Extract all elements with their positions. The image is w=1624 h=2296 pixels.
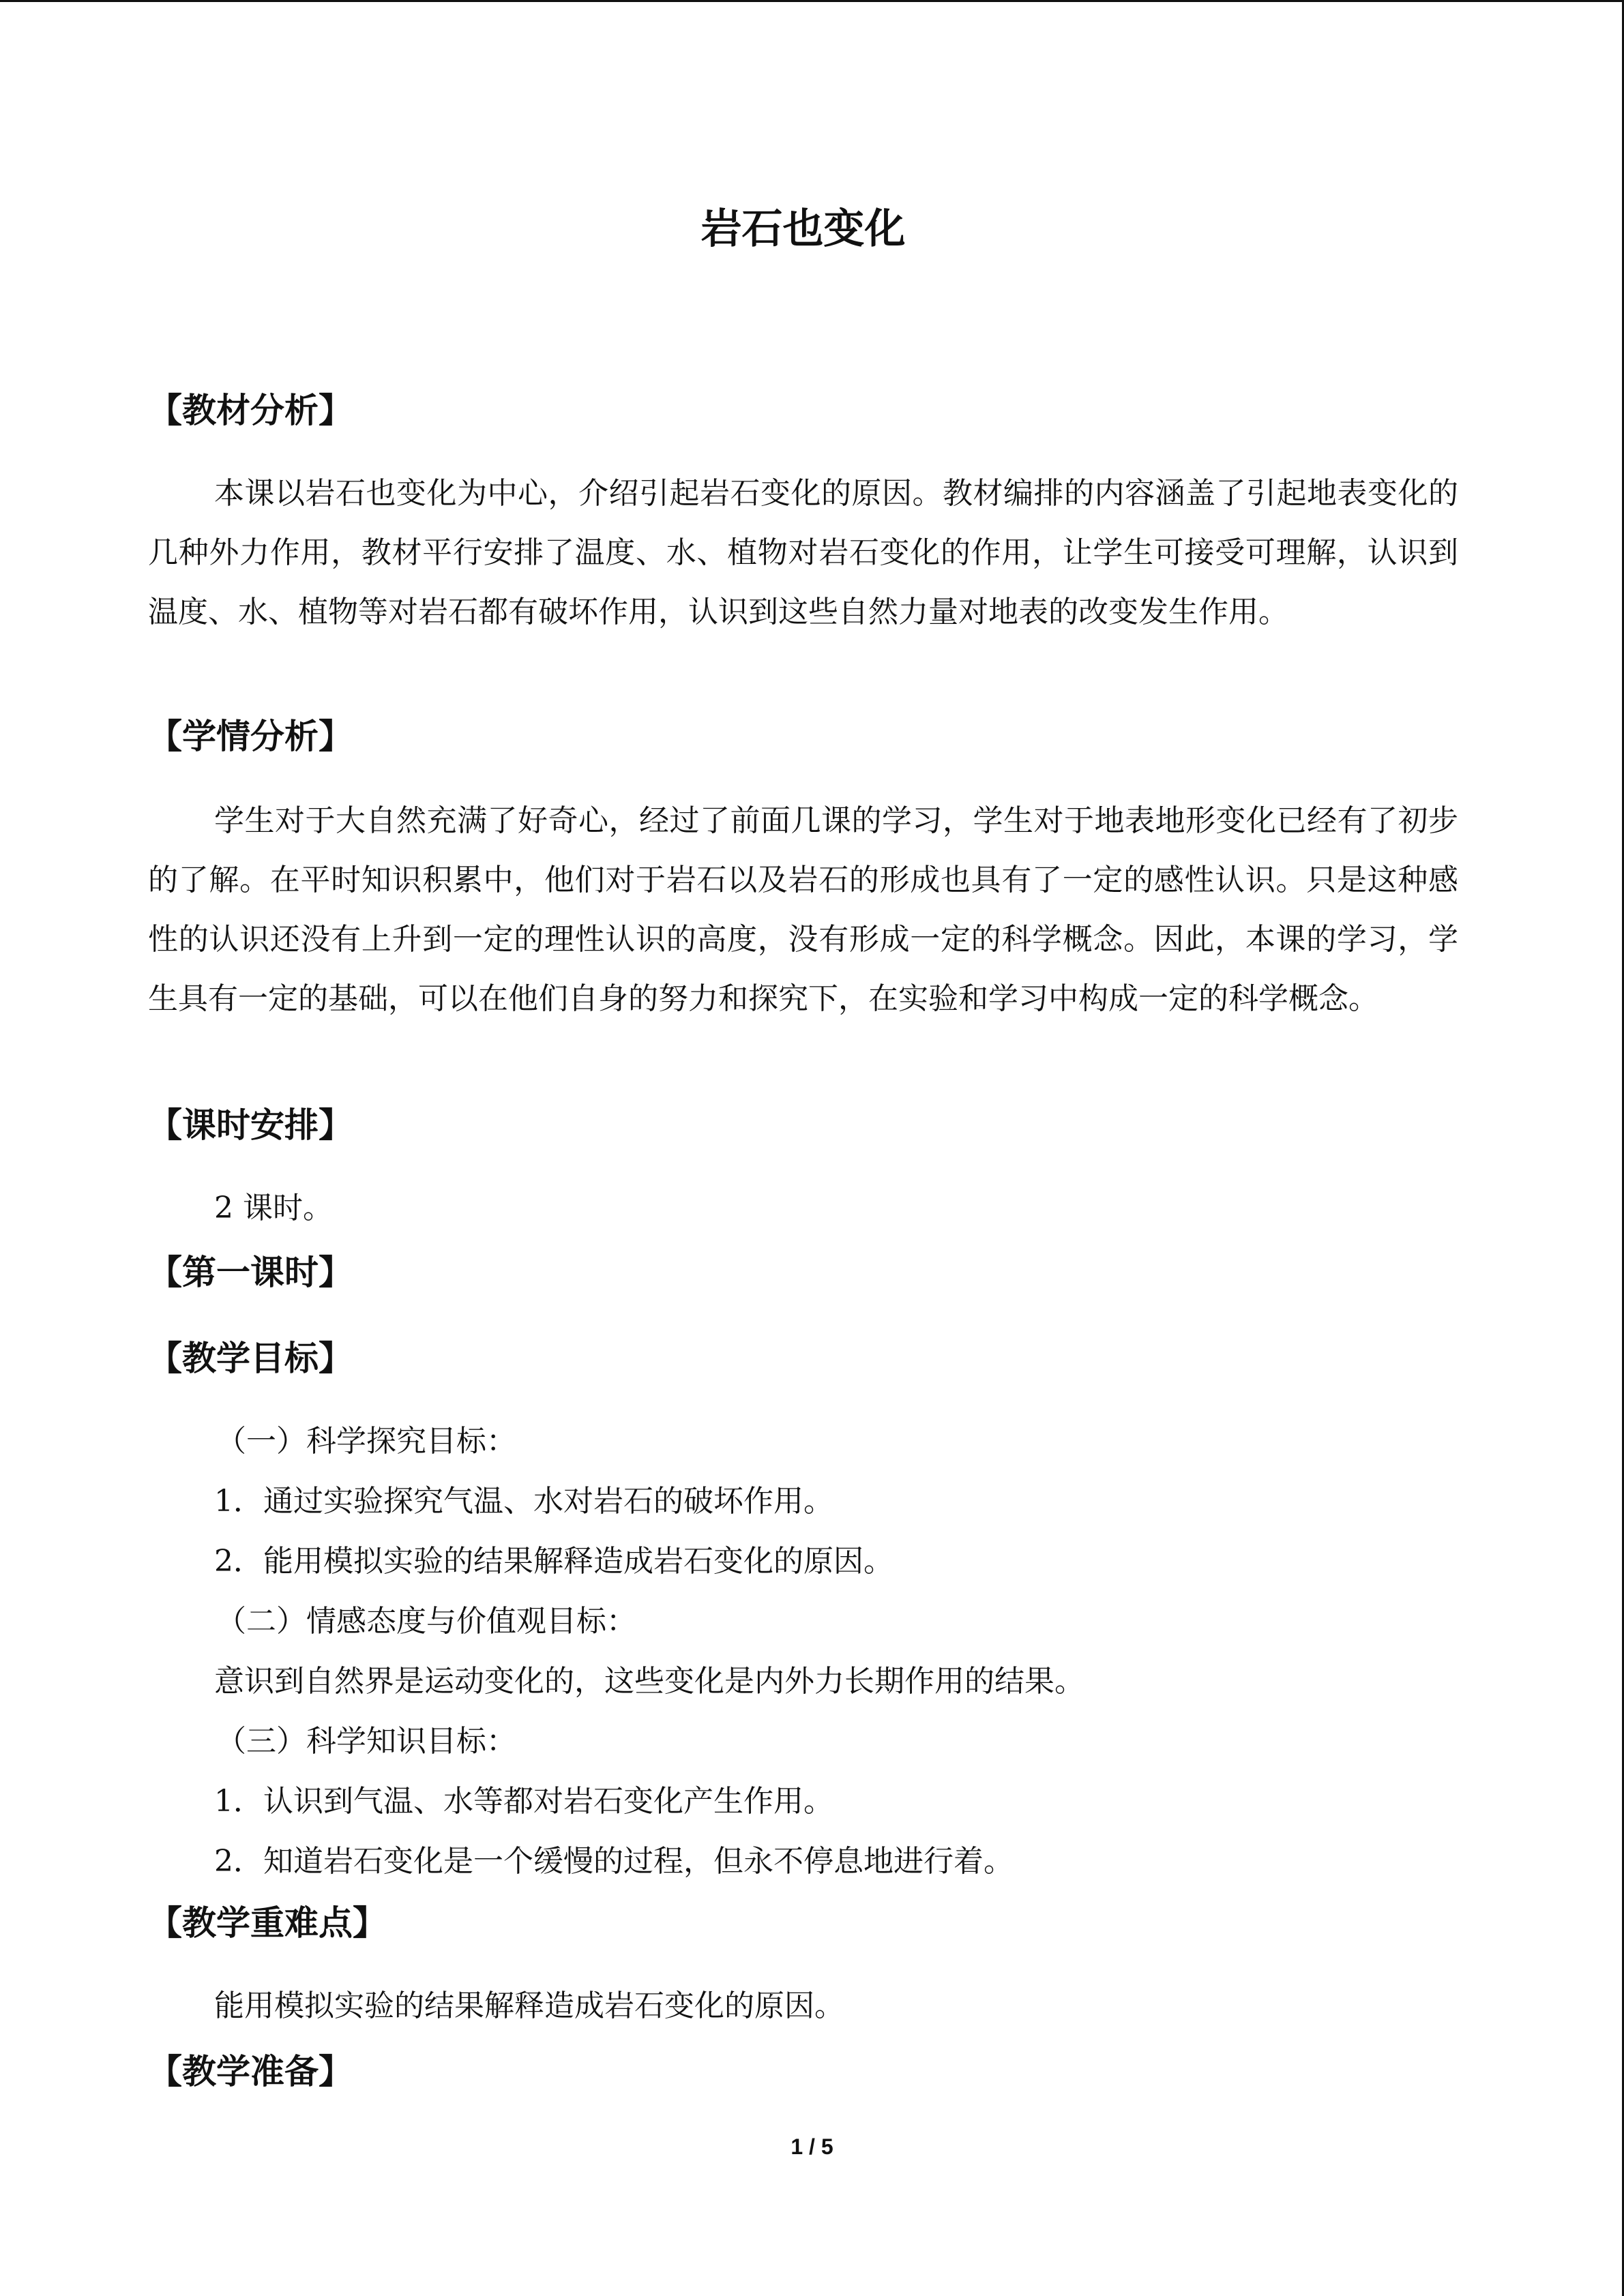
document-title: 岩石也变化 bbox=[700, 205, 906, 253]
heading-textbook-analysis: 【教材分析】 bbox=[148, 391, 353, 430]
objective-line: 意识到自然界是运动变化的，这些变化是内外力长期作用的结果。 bbox=[214, 1664, 1084, 1699]
objective-line: 2．能用模拟实验的结果解释造成岩石变化的原因。 bbox=[214, 1544, 894, 1579]
paragraph-student-analysis: 学生对于大自然充满了好奇心，经过了前面几课的学习，学生对于地表地形变化已经有了初步的了解。在平时知识积累中，他们对于岩石以及岩石的形成也具有了一定的感性认识。只是这种感性的认识还没有上升到一定的理性认识的高度，没有形成一定的科学概念。因此，本课的学习，学生具有一定的基础，可以在他们自身的努力和探究下，在实验和学习中构成一定的科学概念。 bbox=[148, 803, 1458, 1016]
heading-objectives: 【教学目标】 bbox=[148, 1339, 353, 1378]
objective-line: 2．知道岩石变化是一个缓慢的过程，但永不停息地进行着。 bbox=[214, 1844, 1014, 1879]
paragraph-textbook-analysis: 本课以岩石也变化为中心，介绍引起岩石变化的原因。教材编排的内容涵盖了引起地表变化的几种外力作用，教材平行安排了温度、水、植物对岩石变化的作用，让学生可接受可理解，认识到温度、水、植物等对岩石都有破坏作用，认识到这些自然力量对地表的改变发生作用。 bbox=[148, 476, 1458, 629]
objective-line: 1．通过实验探究气温、水对岩石的破坏作用。 bbox=[214, 1484, 833, 1519]
heading-preparation: 【教学准备】 bbox=[148, 2052, 353, 2091]
heading-key-points: 【教学重难点】 bbox=[148, 1903, 387, 1943]
objective-line: （三）科学知识目标： bbox=[216, 1724, 516, 1759]
heading-first-lesson: 【第一课时】 bbox=[148, 1253, 353, 1292]
heading-student-analysis: 【学情分析】 bbox=[148, 717, 353, 756]
paragraph-schedule: 2 课时。 bbox=[214, 1191, 333, 1225]
objective-line: （一）科学探究目标： bbox=[216, 1424, 516, 1459]
objective-line: 1．认识到气温、水等都对岩石变化产生作用。 bbox=[214, 1784, 833, 1819]
paragraph-key-points: 能用模拟实验的结果解释造成岩石变化的原因。 bbox=[214, 1988, 844, 2023]
page-number: 1 / 5 bbox=[791, 2134, 833, 2159]
heading-schedule: 【课时安排】 bbox=[148, 1105, 353, 1145]
objective-line: （二）情感态度与价值观目标： bbox=[216, 1604, 636, 1639]
page-border-top bbox=[0, 0, 1624, 2]
